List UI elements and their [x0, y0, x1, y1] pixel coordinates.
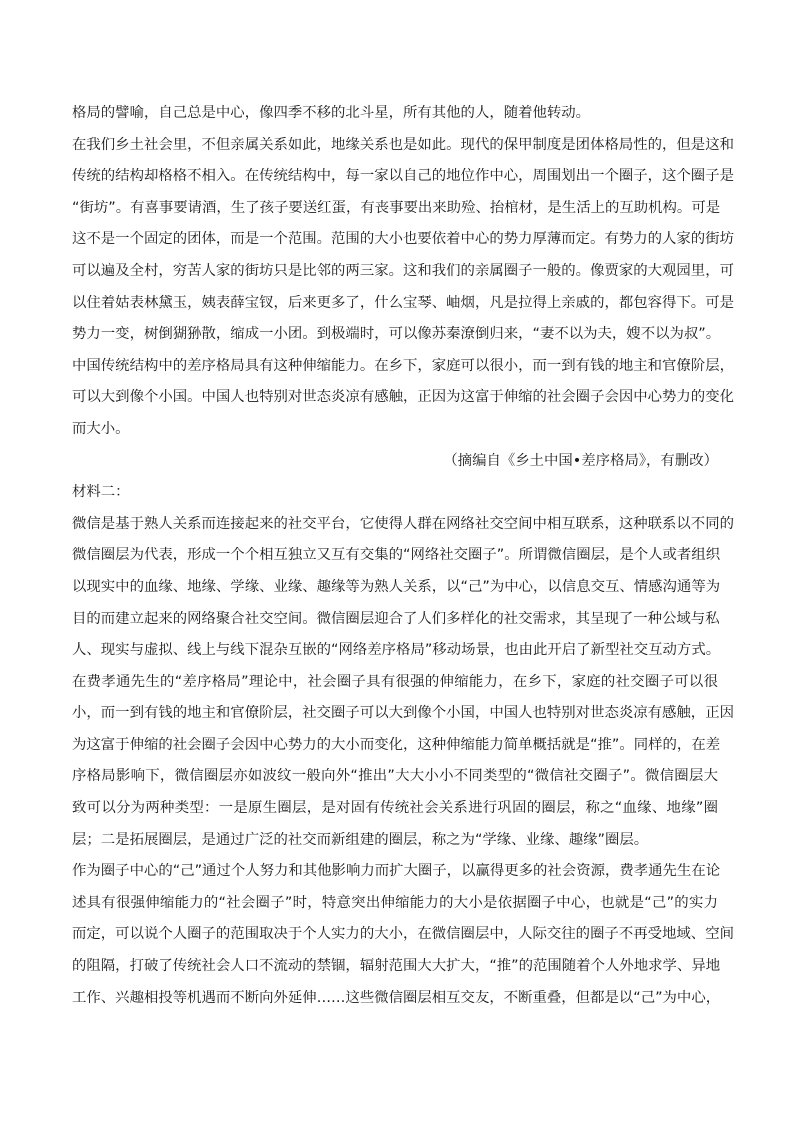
text-line: 这不是一个固定的团体，而是一个范围。范围的大小也要依着中心的势力厚薄而定。有势力的人家的街坊 — [72, 231, 734, 248]
text-line: 格局的譬喻，自己总是中心，像四季不移的北斗星，所有其他的人，随着他转动。 — [72, 105, 591, 121]
text-line: 工作、兴趣相投等机遇而不断向外延伸……这些微信圈层相互交友，不断重叠，但都是以“己”为中心， — [72, 989, 721, 1006]
text-line: 述具有很强伸缩能力的“社会圈子”时，特意突出伸缩能力的大小是依据圈子中心，也就是“己”的实力 — [72, 894, 718, 911]
text-line: 人、现实与虚拟、线上与线下混杂互嵌的“网络差序格局”移动场景，也由此开启了新型社交互动方式。 — [72, 642, 721, 659]
text-line: 传统的结构却格格不相入。在传统结构中，每一家以自己的地位作中心，周围划出一个圈子，这个圈子是 — [72, 168, 734, 185]
text-line: 目的而建立起来的网络聚合社交空间。微信圈层迎合了人们多样化的社交需求，其呈现了一种公域与私 — [72, 610, 720, 627]
paragraph-1 — [72, 98, 718, 130]
text-line: 作为圈子中心的“己”通过个人努力和其他影响力而扩大圈子，以赢得更多的社会资源，费孝通先生在论 — [72, 863, 721, 880]
source-citation: （摘编自《乡土中国•差序格局》，有删改） — [443, 452, 718, 469]
text-line: 层；二是拓展圈层，是通过广泛的社交而新组建的圈层，称之为“学缘、业缘、趣缘”圈层。 — [72, 831, 649, 848]
text-line: 小，而一到有钱的地主和官僚阶层，社交圈子可以大到像个小国，中国人也特别对世态炎凉有感触，正因 — [72, 705, 734, 722]
text-line: 微信圈层为代表，形成一个个相互独立又互有交集的“网络社交圈子”。所谓微信圈层，是个人或者组织 — [72, 547, 721, 564]
paragraph-4 — [72, 667, 734, 857]
text-line: 而大小。 — [72, 420, 130, 437]
text-line: 为这富于伸缩的社会圈子会因中心势力的大小而变化，这种伸缩能力简单概括就是“推”。同样的，在差 — [72, 736, 721, 753]
text-line: 序格局影响下，微信圈层亦如波纹一般向外“推出”大大小小不同类型的“微信社交圈子”。微信圈层大 — [72, 768, 718, 785]
text-line: 以住着姑表林黛玉，姨表薛宝钗，后来更多了，什么宝琴、岫烟，凡是拉得上亲戚的，都包容得下。可是 — [72, 294, 734, 311]
paragraph-2 — [72, 130, 734, 446]
document-page — [72, 98, 734, 1014]
text-line: 中国传统结构中的差序格局具有这种伸缩能力。在乡下，家庭可以很小，而一到有钱的地主和官僚阶层， — [72, 357, 734, 374]
text-line: 而定，可以说个人圈子的范围取决于个人实力的大小，在微信圈层中，人际交往的圈子不再受地域、空间 — [72, 926, 734, 943]
paragraph-5 — [72, 856, 734, 1014]
text-line: 在费孝通先生的“差序格局”理论中，社会圈子具有很强的伸缩能力，在乡下，家庭的社交圈子可以很 — [72, 673, 718, 690]
paragraph-3 — [72, 509, 734, 667]
text-line: 的阻隔，打破了传统社会人口不流动的禁锢，辐射范围大大扩大，“推”的范围随着个人外地求学、异地 — [72, 958, 721, 975]
text-line: 致可以分为两种类型：一是原生圈层，是对固有传统社会关系进行巩固的圈层，称之“血缘、地缘”圈 — [72, 800, 718, 817]
text-line: 在我们乡土社会里，不但亲属关系如此，地缘关系也是如此。现代的保甲制度是团体格局性的，但是这和 — [72, 136, 734, 153]
text-line: 可以遍及全村，穷苦人家的街坊只是比邻的两三家。这和我们的亲属圈子一般的。像贾家的大观园里，可 — [72, 262, 734, 279]
text-line: 微信是基于熟人关系而连接起来的社交平台，它使得人群在网络社交空间中相互联系，这种联系以不同的 — [72, 515, 734, 532]
text-line: 可以大到像个小国。中国人也特别对世态炎凉有感触，正因为这富于伸缩的社会圈子会因中心势力的变化 — [72, 389, 734, 406]
text-line: “街坊”。有喜事要请酒，生了孩子要送红蛋，有丧事要出来助殓、抬棺材，是生活上的互助机构。可是 — [72, 199, 721, 216]
text-line: 势力一变，树倒猢狲散，缩成一小团。到极端时，可以像苏秦潦倒归来，“妻不以为夫，嫂不以为叔”。 — [72, 326, 721, 343]
text-line: 以现实中的血缘、地缘、学缘、业缘、趣缘等为熟人关系，以“己”为中心，以信息交互、情感沟通等为 — [72, 578, 721, 595]
section-heading-material-2: 材料二： — [72, 484, 130, 501]
